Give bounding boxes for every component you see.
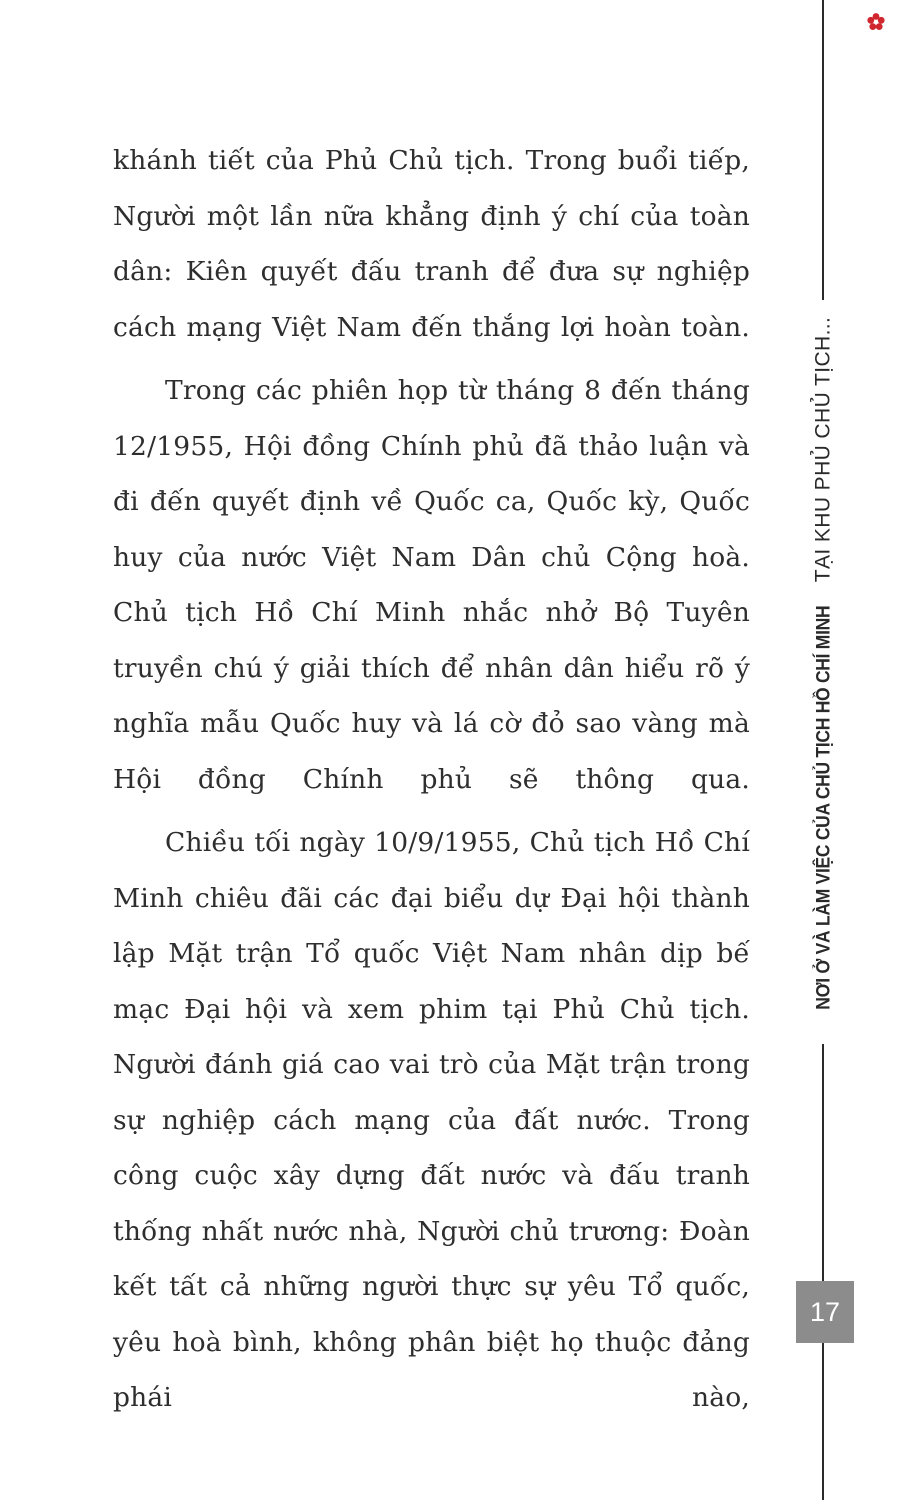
page-body xyxy=(113,133,750,1426)
running-head-light: TẠI KHU PHỦ CHỦ TỊCH... xyxy=(811,316,835,589)
paragraph-1: khánh tiết của Phủ Chủ tịch. Trong buổi tiếp, Người một lần nữa khẳng định ý chí của toàn dân: Kiên quyết đấu tranh để đưa sự nghiệp cách mạng Việt Nam đến thắng lợi hoàn toàn. xyxy=(113,145,750,343)
paragraph-3: Chiều tối ngày 10/9/1955, Chủ tịch Hồ Chí Minh chiêu đãi các đại biểu dự Đại hội thành lập Mặt trận Tổ quốc Việt Nam nhân dịp bế mạc Đại hội và xem phim tại Phủ Chủ tịch. Người đánh giá cao vai trò của Mặt trận trong sự nghiệp cách mạng của đất nước. Trong công cuộc xây dựng đất nước và đấu tranh thống nhất nước nhà, Người chủ trương: Đoàn kết tất cả những người thực sự yêu Tổ quốc, yêu hoà bình, không phân biệt họ thuộc đảng phái nào, xyxy=(113,827,750,1413)
paragraph-2: Trong các phiên họp từ tháng 8 đến tháng 12/1955, Hội đồng Chính phủ đã thảo luận và đi đến quyết định về Quốc ca, Quốc kỳ, Quốc huy của nước Việt Nam Dân chủ Cộng hoà. Chủ tịch Hồ Chí Minh nhắc nhở Bộ Tuyên truyền chú ý giải thích để nhân dân hiểu rõ ý nghĩa mẫu Quốc huy và lá cờ đỏ sao vàng mà Hội đồng Chính phủ sẽ thông qua. xyxy=(113,375,750,795)
margin-rule-bottom xyxy=(822,1044,824,1500)
flower-icon xyxy=(866,12,886,32)
running-head-text xyxy=(811,317,836,1028)
running-head-bold: NƠI Ở VÀ LÀM VIỆC CỦA CHỦ TỊCH HỒ CHÍ MINH xyxy=(813,605,835,1010)
page-number: 17 xyxy=(796,1281,854,1343)
margin-rule-top xyxy=(822,0,824,300)
